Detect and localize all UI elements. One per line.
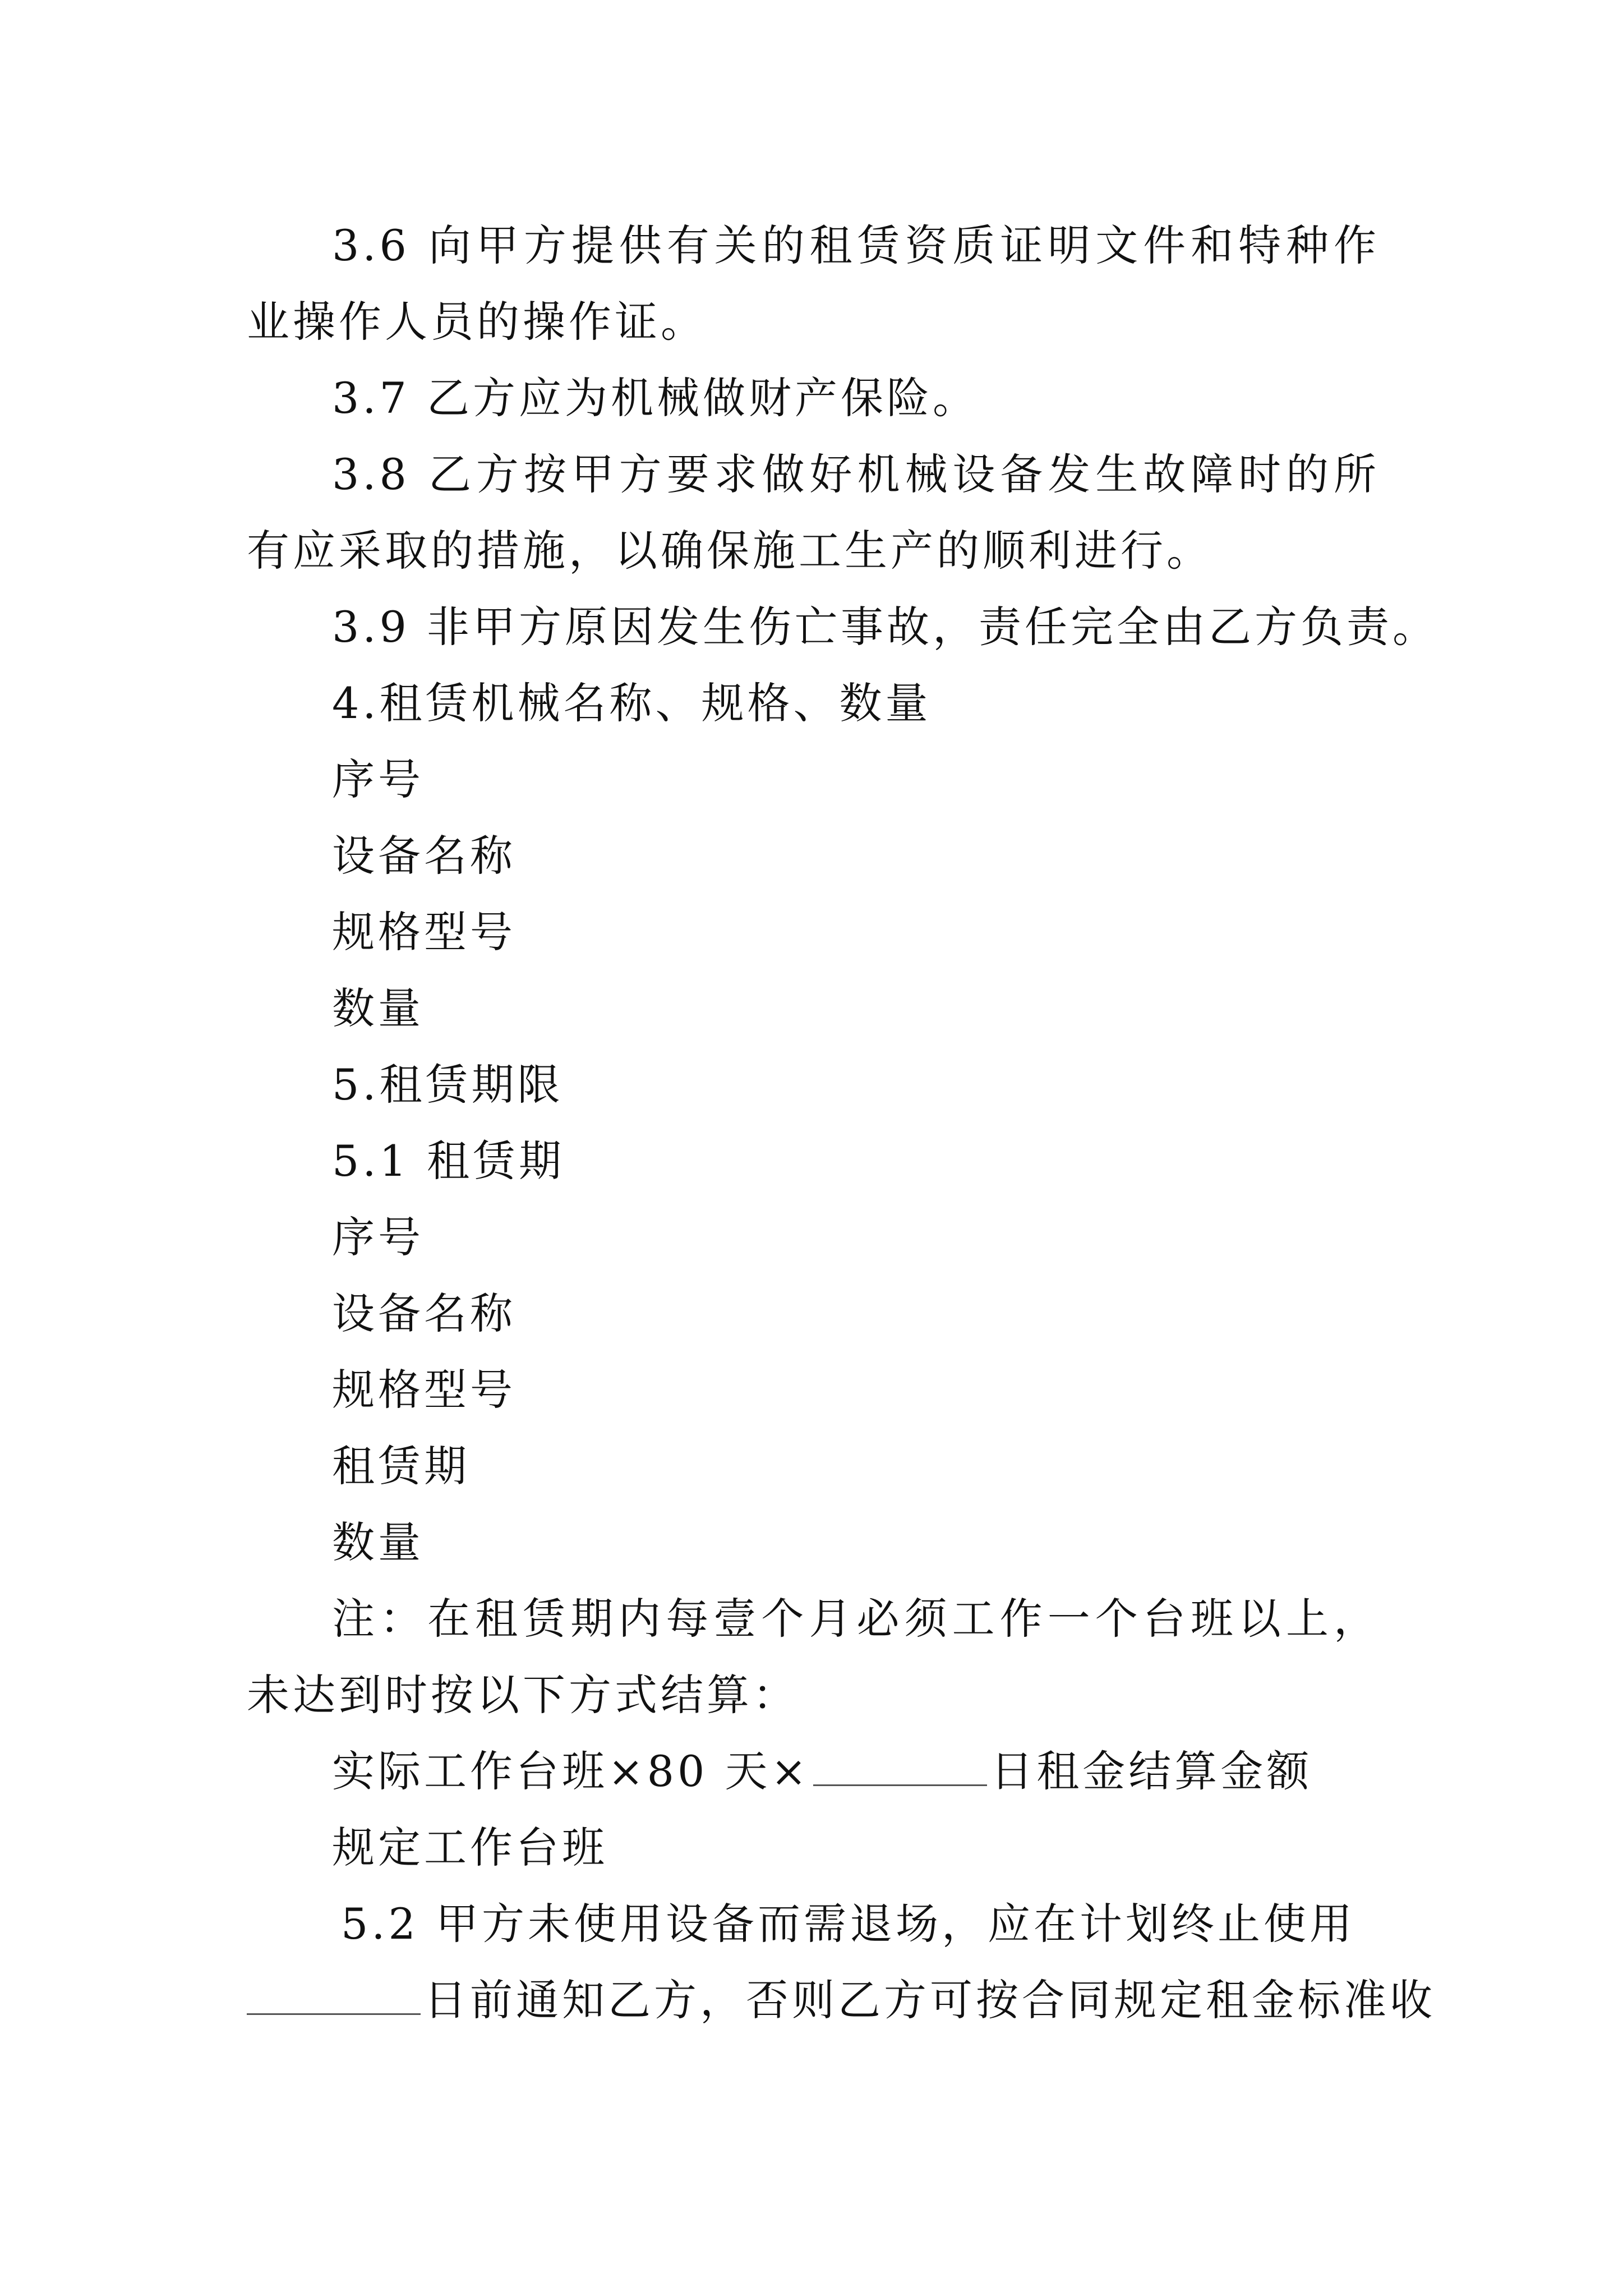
table2-header-model: 规格型号 (332, 1365, 516, 1415)
clause-5-2-line2 (247, 1962, 1436, 2039)
document-body (247, 208, 1439, 2039)
formula-denominator: 规定工作台班 (332, 1823, 608, 1872)
clause-3-9: 3.9 非甲方原因发生伤亡事故，责任完全由乙方负责。 (332, 602, 1439, 652)
clause-3-6: 3.6 向甲方提供有关的租赁资质证明文件和特种作业操作人员的操作证。 (247, 220, 1380, 347)
table1-header-equipment-name: 设备名称 (332, 831, 516, 881)
table1-header-index: 序号 (332, 754, 424, 804)
clause-5-2-line2-text: 日前通知乙方，否则乙方可按合同规定租金标准收 (424, 1975, 1436, 2025)
formula-line (247, 1733, 1380, 1810)
note-paragraph: 注：在租赁期内每壹个月必须工作一个台班以上，未达到时按以下方式结算： (247, 1594, 1380, 1720)
section-5-1-heading: 5.1 租赁期 (332, 1136, 565, 1186)
table2-header-index: 序号 (332, 1212, 424, 1262)
daily-rent-blank (813, 1746, 987, 1786)
table2-header-quantity: 数量 (332, 1517, 424, 1567)
table2-header-lease-period: 租赁期 (332, 1441, 470, 1491)
formula-prefix: 实际工作台班×80 天× (332, 1746, 810, 1796)
notice-days-blank (247, 1975, 421, 2015)
table2-header-equipment-name: 设备名称 (332, 1289, 516, 1338)
table1-header-model: 规格型号 (332, 907, 516, 957)
clause-3-8: 3.8 乙方按甲方要求做好机械设备发生故障时的所有应采取的措施，以确保施工生产的顺利进行。 (247, 449, 1380, 576)
table1-header-quantity: 数量 (332, 983, 424, 1033)
clause-3-7: 3.7 乙方应为机械做财产保险。 (332, 373, 979, 423)
section-4-heading: 4.租赁机械名称、规格、数量 (332, 678, 932, 728)
section-5-heading: 5.租赁期限 (332, 1060, 564, 1110)
clause-5-2-line1: 5.2 甲方未使用设备而需退场，应在计划终止使用 (341, 1899, 1356, 1949)
formula-suffix: 日租金结算金额 (990, 1746, 1313, 1796)
